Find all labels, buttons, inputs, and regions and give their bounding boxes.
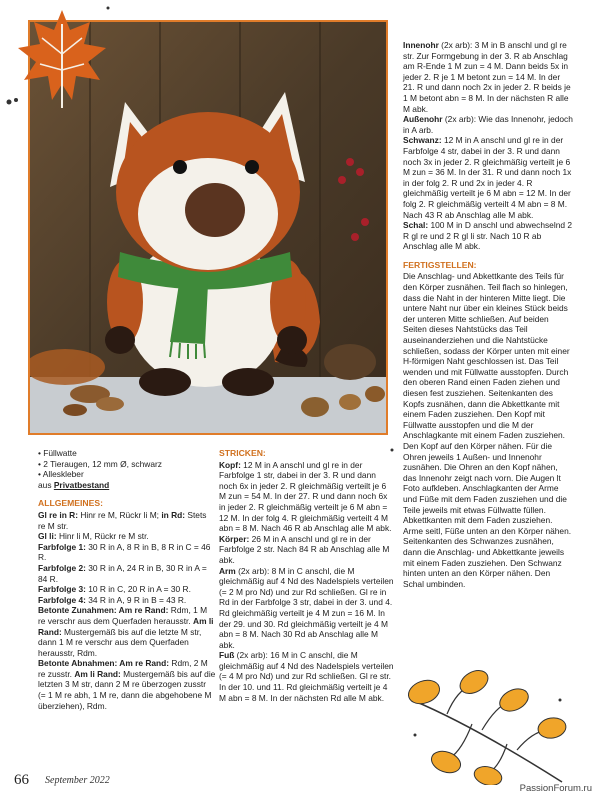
part-instruction: Außenohr (2x arb): Wie das Innenohr, jedoch in A arb. — [403, 114, 573, 135]
watermark: PassionForum.ru — [519, 783, 592, 794]
section-heading-finishing: FERTIGSTELLEN: — [403, 259, 477, 270]
source-line: aus Privatbestand — [38, 479, 110, 490]
part-instruction: Schwanz: 12 M in A anschl und gl re in der Farbfolge 4 str, dabei in der 3. R und dann noch 3x in jeder 2. R gleichmäßig verteilt je 6 M zun = 36 M. In der 31. R und dann noch 1x in der folg 2. R und 2x in jeder 4. R gleichmäßig verteilt je 6 M abn = 12 M. In der folg 2. R gleichmäßig verteilt 4 M abn = 8 M. Nach 43 R ab Anschlag alle M abk. — [403, 135, 572, 220]
knitting-step: Körper: 26 M in A anschl und gl re in der Farbfolge 2 str. Nach 84 R ab Anschlag alle M abk. — [219, 533, 390, 565]
section-heading-general: ALLGEMEINES: — [38, 498, 103, 509]
general-instruction: Farbfolge 4: 34 R in A, 9 R in B = 43 R. — [38, 594, 187, 605]
knitting-step: Fuß (2x arb): 16 M in C anschl, die M gleichmäßig auf 4 Nd des Nadelspiels verteilen (= 4 M pro Nd) und zur Rd schließen. Gl re str. In der 10. und 11. Rd gleichmäßig verteilt je 4 M abn = 8 M. In der nächsten Rd alle M abk. — [219, 650, 394, 703]
page-number: 66 — [14, 772, 29, 788]
part-instruction: Schal: 100 M in D anschl und abwechselnd 2 R gl re und 2 R gl li str. Nach 10 R ab Anschlag alle M abk. — [403, 220, 573, 252]
knitting-step: Kopf: 12 M in A anschl und gl re in der Farbfolge 1 str, dabei in der 3. R und dann noch 6x in jeder 2. R gleichmäßig verteilt je 6 M zun = 54 M. In der 27. R und dann noch 6x in jeder 2. R gleichmäßig verteilt je 6 M abn = 12 M. In der folg 4. R gleichmäßig verteilt 4 M abn = 8 M. Nach 46 R ab Anschlag alle M abk. — [219, 459, 392, 534]
section-heading-knitting: STRICKEN: — [219, 448, 266, 458]
general-instruction: Farbfolge 2: 30 R in A, 24 R in B, 30 R in A = 84 R. — [38, 562, 207, 584]
part-instruction: Innenohr (2x arb): 3 M in B anschl und gl re str. Zur Formgebung in der 3. R ab Anschlag am R-Ende 1 M zun = 4 M. Dann beids 5x in jeder 2. R je 1 M betont zun = 14 M. In der 21. R und dann noch 2x in jeder 2. R beids je 1 M betont abn = 8 M. In der nächsten R alle M abk. — [403, 40, 571, 114]
general-instruction: Farbfolge 1: 30 R in A, 8 R in B, 8 R in C = 46 R. — [38, 541, 211, 563]
source-link[interactable]: Privatbestand — [53, 479, 110, 490]
general-instruction: Betonte Zunahmen: Am re Rand: Rdm, 1 M re verschr aus dem Querfaden herausstr. Am li Rand: Mustergemäß bis auf die letzte M str, dann 1 M re verschr aus dem Querfaden herausstr, Rdm. — [38, 605, 214, 658]
general-instruction: Gl re in R: Hinr re M, Rückr li M; in Rd: Stets re M str. — [38, 509, 207, 531]
knitting-step: Arm (2x arb): 8 M in C anschl, die M gleichmäßig auf 4 Nd des Nadelspiels verteilen (= 2 M pro Nd) und zur Rd schließen. Gl re in Rd in der Farbfolge 3 str, dabei in der 3. und 4. Rd gleichmäßig verteilt je 4 M zun = 16 M. In der 29. und 30. Rd gleichmäßig verteilt je 4 M abn = 8 M. Nach 30 Rd ab Anschlag alle M abk. — [219, 565, 394, 650]
general-instruction: Gl li: Hinr li M, Rückr re M str. — [38, 531, 149, 542]
material-item: • Alleskleber — [38, 469, 84, 480]
material-item: • 2 Tieraugen, 12 mm Ø, schwarz — [38, 458, 162, 469]
material-item: • Füllwatte — [38, 448, 77, 458]
general-instruction: Farbfolge 3: 10 R in C, 20 R in A = 30 R. — [38, 584, 191, 595]
finishing-instructions: Die Anschlag- und Abkettkante des Teils für den Körper zusnähen. Teil flach so hinlegen, dass die Naht in der hinteren Mitte liegt. Die untere Naht nur über ein kleines Stück beids der unteren Mitte schließen. Auf beiden Seiten dieses Nahtstücks das Teil auseinanderziehen und die Nahtstücke schließen, sodass der Körper unten mit einer H-förmigen Naht geschlossen ist. Das Teil wenden und mit Füllwatte ausstopfen. Durch den oberen Rand einen Faden ziehen und diesen fest zusziehen. Seitenkanten des Kopfs zusnähen, dann die Abkettkante mit einem Faden zusziehen. Den Kopf mit Füllwatte ausstopfen und die M der Anschlagkante mit einem Faden zusziehen. Den Kopf auf den Körper nähen. Für die Ohren jeweils 1 Außen- und Innenohr zusnähen. Die Ohren an den Kopf nähen, das Innenohr zeigt nach vorn. Die Augen lt Foto aufkleben. Anschlagkanten der Arme und Füße mit dem Faden zusziehen und die Teile jeweils mit etwas Füllwatte füllen. Abkettkanten mit dem Faden zusziehen. Arme seitl, Füße unten an den Körper nähen. Seitenkanten des Schwanzes zusnähen, dann die Anschlag- und Abkettkante jeweils mit einem Faden zusziehen. Den Schwanz hinten unten an den Körper nähen. Den Schal umbinden. — [403, 271, 572, 589]
issue-month: September 2022 — [45, 775, 110, 786]
general-instruction: Betonte Abnahmen: Am re Rand: Rdm, 2 M re zusstr. Am li Rand: Mustergemäß bis auf die letzten 3 M str, dann 2 M re überzogen zusstr (= 1 M re abh, 1 M re, dann die abgehobene M überziehen), Rdm. — [38, 658, 216, 711]
